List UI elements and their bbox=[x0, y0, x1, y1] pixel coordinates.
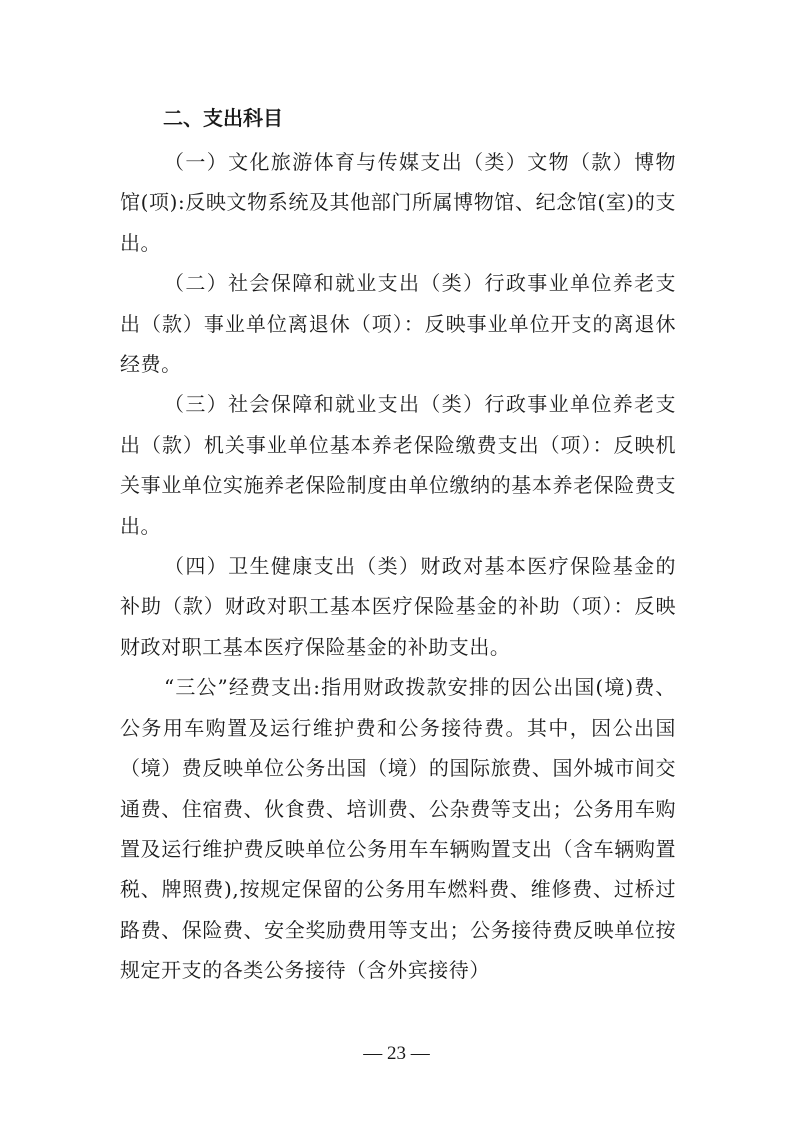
page-number: — 23 — bbox=[363, 1043, 430, 1064]
paragraph-medical-insurance: （四）卫生健康支出（类）财政对基本医疗保险基金的补助（款）财政对职工基本医疗保险基金的补助（项）：反映财政对职工基本医疗保险基金的补助支出。 bbox=[120, 554, 676, 659]
paragraph-museum: （一）文化旅游体育与传媒支出（类）文物（款）博物馆(项):反映文物系统及其他部门所属博物馆、纪念馆(室)的支出。 bbox=[120, 150, 676, 255]
body-text bbox=[120, 142, 676, 991]
paragraph-three-public-expenses: “三公”经费支出:指用财政拨款安排的因公出国(境)费、公务用车购置及运行维护费和公务接待费。其中，因公出国（境）费反映单位公务出国（境）的国际旅费、国外城市间交通费、住宿费、伙食费、培训费、公杂费等支出；公务用车购置及运行维护费反映单位公务用车车辆购置支出（含车辆购置税、牌照费),按规定保留的公务用车燃料费、维修费、过桥过路费、保险费、安全奖励费用等支出；公务接待费反映单位按规定开支的各类公务接待（含外宾接待） bbox=[120, 675, 676, 983]
paragraph-retirement: （二）社会保障和就业支出（类）行政事业单位养老支出（款）事业单位离退休（项）：反映事业单位开支的离退休经费。 bbox=[120, 271, 676, 377]
section-heading: 二、支出科目 bbox=[163, 106, 283, 130]
paragraph-pension-insurance: （三）社会保障和就业支出（类）行政事业单位养老支出（款）机关事业单位基本养老保险缴费支出（项）：反映机关事业单位实施养老保险制度由单位缴纳的基本养老保险费支出。 bbox=[120, 392, 676, 538]
